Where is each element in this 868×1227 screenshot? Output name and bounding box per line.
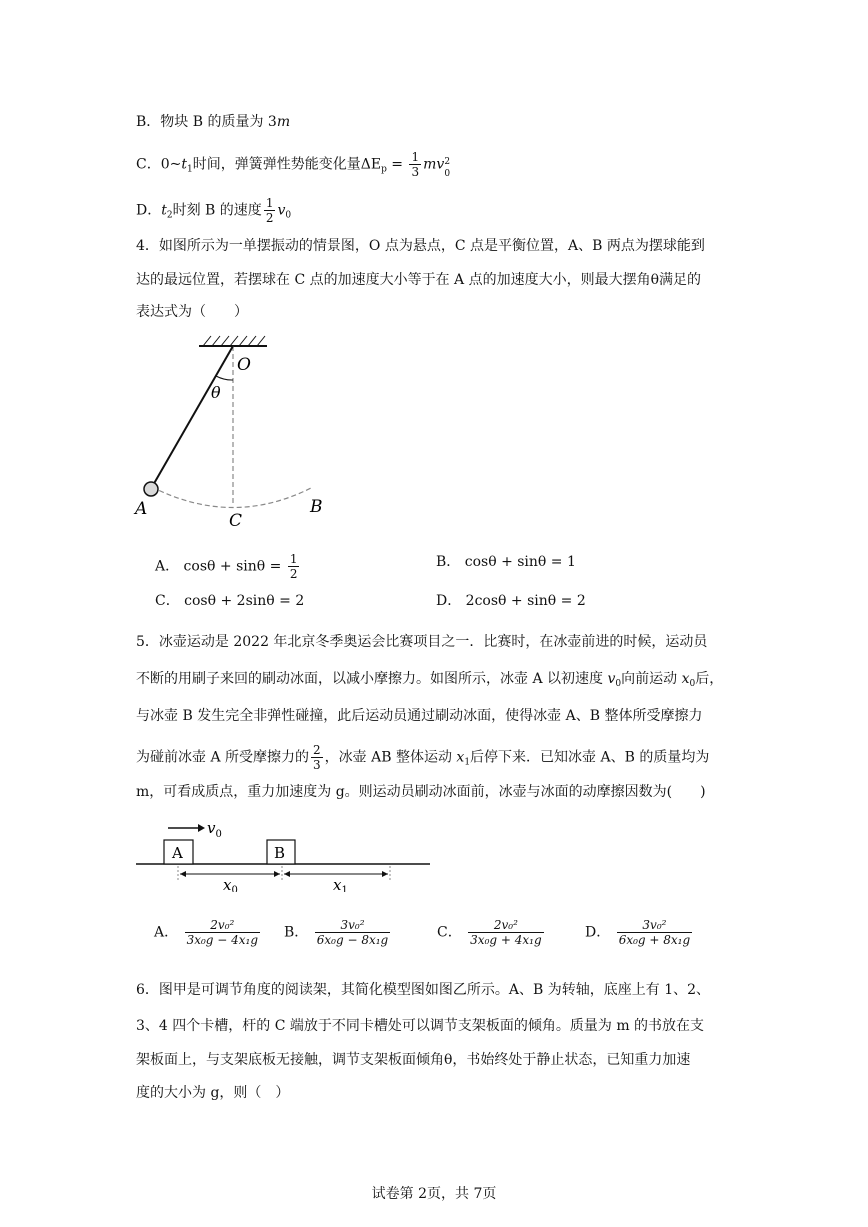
q5-option-c-den: 3x₀g + 4x₁g <box>470 933 542 947</box>
q5-line-4 <box>136 743 709 773</box>
q6-line-4: 度的大小为 g，则（ ） <box>136 1085 290 1101</box>
q4-option-a-frac-num: 1 <box>289 552 298 566</box>
velocity-label <box>207 819 222 840</box>
q5-option-d-den: 6x₀g + 8x₁g <box>618 933 691 947</box>
label-theta: θ <box>211 383 221 402</box>
q3-option-c-prefix: C．0~ <box>136 156 182 173</box>
curling-figure <box>130 812 440 892</box>
q5-option-b <box>284 918 392 947</box>
q3-option-c-eq: = <box>391 156 404 173</box>
q3-option-d <box>136 196 291 226</box>
q3-option-c-de-sub: p <box>381 164 387 175</box>
block-b-label: B <box>274 844 286 862</box>
q5-option-a-fraction <box>185 918 260 947</box>
x0-arrow-right <box>274 871 280 877</box>
q5-line-2-x-sub: 0 <box>689 679 696 689</box>
q5-option-b-den: 6x₀g − 8x₁g <box>316 933 389 947</box>
q5-option-b-fraction <box>315 918 390 947</box>
q3-option-c-t: t <box>181 156 187 173</box>
velocity-v-sub: 0 <box>215 829 222 840</box>
q5-line-2-text-a: 不断的用刷子来回的刷动冰面，以减小摩擦力。如图所示，冰壶 A 以初速度 <box>136 671 608 687</box>
x1-x: x <box>333 876 342 892</box>
x0-arrow-left <box>180 871 186 877</box>
q3-option-c-mid: 时间，弹簧弹性势能变化量 <box>192 156 361 173</box>
label-o: O <box>237 355 251 375</box>
q4-option-d: D． 2cosθ + sinθ = 2 <box>436 593 586 609</box>
q3-option-c-frac-num: 1 <box>411 150 420 164</box>
q5-line-4-frac-num: 2 <box>313 743 321 757</box>
q3-option-c-mv-scripts <box>444 156 451 179</box>
q5-option-a <box>154 918 262 947</box>
q4-line-3: 表达式为（ ） <box>136 304 248 320</box>
q5-line-2-text-b: 向前运动 <box>621 671 682 687</box>
q5-option-d-num: 3v₀² <box>617 918 692 933</box>
q5-line-2 <box>136 669 723 694</box>
q5-line-2-v-sub: 0 <box>615 679 622 689</box>
q3-option-c-fraction <box>409 150 421 179</box>
q5-line-4-text-c: 后停下来．已知冰壶 A、B 的质量均为 <box>470 749 710 766</box>
q6-line-2: 3、4 四个卡槽，杆的 C 端放于不同卡槽处可以调节支架板面的倾角。质量为 m 的书放在支 <box>136 1018 705 1034</box>
q3-option-d-fraction <box>264 196 276 225</box>
q3-option-d-t-sub: 2 <box>166 210 173 221</box>
q5-line-4-text-a: 为碰前冰壶 A 所受摩擦力的 <box>136 749 310 766</box>
q4-option-a-text: A． cosθ + sinθ = <box>155 558 282 575</box>
q4-line-1: 4．如图所示为一单摆振动的情景图，O 点为悬点，C 点是平衡位置，A、B 两点为摆球能到 <box>136 238 705 254</box>
q3-option-d-mid: 时刻 B 的速度 <box>172 202 262 219</box>
q4-line-2: 达的最远位置，若摆球在 C 点的加速度大小等于在 A 点的加速度大小，则最大摆角θ满足的 <box>136 272 702 288</box>
q5-option-b-num: 3v₀² <box>315 918 390 933</box>
theta-arc <box>216 376 233 380</box>
q5-line-2-v: v <box>607 671 616 687</box>
q3-option-d-frac-num: 1 <box>265 196 274 210</box>
q5-option-c <box>437 918 546 947</box>
x0-sub: 0 <box>231 885 238 892</box>
q3-option-c-de: ΔE <box>360 156 382 173</box>
q3-option-d-prefix: D． <box>136 202 162 219</box>
pendulum-figure <box>125 330 340 535</box>
q3-option-c-mv-sup: 2 <box>444 156 451 167</box>
x0-label <box>223 876 238 892</box>
q5-option-a-den: 3x₀g − 4x₁g <box>186 933 259 947</box>
q3-option-d-t: t <box>161 202 167 219</box>
q6-line-3: 架板面上，与支架底板无接触，调节支架板面倾角θ，书始终处于静止状态，已知重力加速 <box>136 1052 691 1068</box>
q3-option-c <box>136 150 451 180</box>
q3-option-d-frac-den: 2 <box>265 211 274 225</box>
q5-option-c-fraction <box>468 918 543 947</box>
q3-option-c-mv: mv <box>423 156 445 173</box>
q3-option-d-v-sub: 0 <box>285 210 292 221</box>
x1-arrow-left <box>284 871 290 877</box>
q4-option-a <box>155 552 301 581</box>
q5-line-5: m，可看成质点，重力加速度为 g。则运动员刷动冰面前，冰壶与冰面的动摩擦因数为( ) <box>136 784 706 800</box>
q5-line-4-x-sub: 1 <box>464 757 471 768</box>
pendulum-bob <box>144 482 158 496</box>
q5-option-d-fraction <box>617 918 692 947</box>
q3-option-b-text: B．物块 B 的质量为 3 <box>136 114 277 130</box>
q3-option-b-m: m <box>276 114 291 130</box>
x1-arrow-right <box>382 871 388 877</box>
block-a-label: A <box>172 844 183 862</box>
label-a: A <box>135 499 148 519</box>
q4-option-b: B． cosθ + sinθ = 1 <box>436 554 576 570</box>
q5-line-4-frac-den: 3 <box>313 758 321 772</box>
q4-option-a-frac-den: 2 <box>289 567 298 581</box>
q5-line-2-x: x <box>681 671 690 687</box>
q4-option-a-fraction <box>288 552 300 581</box>
q5-line-4-fraction <box>311 743 323 772</box>
page-footer: 试卷第 2页，共 7页 <box>371 1186 497 1202</box>
q5-option-c-label: C． <box>437 924 462 941</box>
q3-option-b <box>136 112 290 132</box>
q3-option-c-frac-den: 3 <box>411 165 420 179</box>
q5-option-b-label: B． <box>284 924 309 941</box>
label-c: C <box>229 511 243 531</box>
pendulum-string <box>152 346 233 487</box>
q5-line-3: 与冰壶 B 发生完全非弹性碰撞，此后运动员通过刷动冰面，使得冰壶 A、B 整体所受摩擦力 <box>136 708 703 724</box>
velocity-v: v <box>207 819 216 837</box>
q5-option-d-label: D． <box>585 924 611 941</box>
ceiling-hatch <box>203 336 265 346</box>
q5-line-2-text-c: 后， <box>695 671 724 687</box>
q3-option-d-v: v <box>277 202 286 219</box>
label-b: B <box>310 497 323 517</box>
q5-option-d <box>585 918 694 947</box>
q3-option-c-mv-sub: 0 <box>444 168 451 179</box>
q5-option-c-num: 2v₀² <box>468 918 543 933</box>
q5-option-a-num: 2v₀² <box>185 918 260 933</box>
velocity-arrowhead <box>198 824 205 832</box>
q4-option-c: C． cosθ + 2sinθ = 2 <box>155 593 305 609</box>
q3-option-c-t-sub: 1 <box>187 164 193 175</box>
x1-sub: 1 <box>341 885 348 892</box>
q5-line-1: 5．冰壶运动是 2022 年北京冬季奥运会比赛项目之一．比赛时，在冰壶前进的时候，运动员 <box>136 634 708 650</box>
x1-label <box>333 876 348 892</box>
q5-line-4-x: x <box>456 749 465 766</box>
x0-x: x <box>223 876 232 892</box>
q5-line-4-text-b: ，冰壶 AB 整体运动 <box>324 749 457 766</box>
q5-option-a-label: A． <box>154 924 179 941</box>
q6-line-1: 6．图甲是可调节角度的阅读架，其简化模型图如图乙所示。A、B 为转轴，底座上有 1、2、 <box>136 982 711 998</box>
